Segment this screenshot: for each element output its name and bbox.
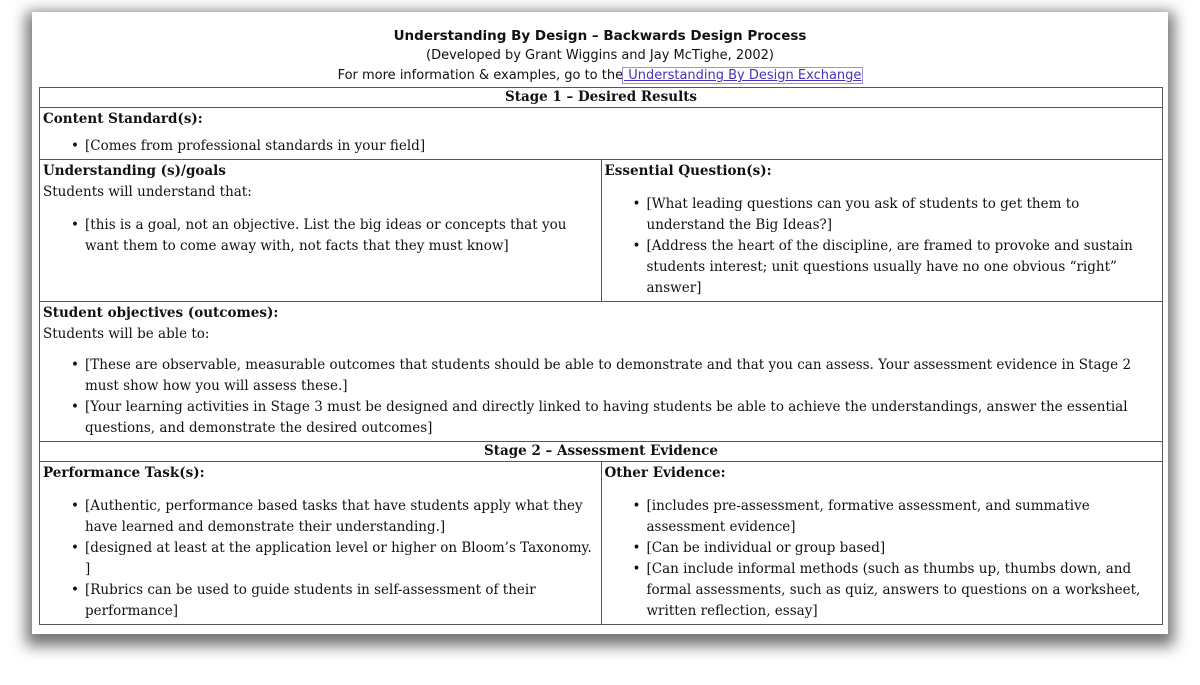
understandings-intro: Students will understand that: [43, 184, 252, 200]
ubd-exchange-link[interactable]: Understanding By Design Exchange [624, 68, 862, 83]
more-info-text: For more information & examples, go to the [337, 68, 624, 83]
list-item: • [designed at least at the application level or higher on Bloom’s Taxonomy. ] [85, 538, 599, 580]
understandings-cell [40, 160, 602, 302]
list-item: • [this is a goal, not an objective. List the big ideas or concepts that you want them to come away with, not facts that they must know] [85, 215, 599, 257]
student-objectives-list [43, 355, 1160, 439]
other-evidence-list [605, 496, 1161, 622]
list-item: • [Rubrics can be used to guide students in self-assessment of their performance] [85, 580, 599, 622]
content-standards-list [43, 136, 1160, 157]
student-objectives-cell [40, 302, 1163, 442]
essential-questions-title: Essential Question(s): [604, 163, 772, 179]
content-standards-cell [40, 108, 1163, 160]
essential-questions-cell [601, 160, 1163, 302]
developed-by-line: (Developed by Grant Wiggins and Jay McTighe, 2002) [426, 48, 774, 63]
list-item: • [Address the heart of the discipline, are framed to provoke and sustain students interest; unit questions usually have no one obvious “right” answer] [647, 236, 1161, 299]
content-standards-title: Content Standard(s): [43, 111, 203, 127]
understandings-list [43, 215, 599, 257]
performance-tasks-list [43, 496, 599, 622]
student-objectives-title: Student objectives (outcomes): [43, 305, 279, 321]
more-info-line [32, 66, 1168, 86]
essential-questions-list [605, 194, 1161, 299]
stage-1-heading: Stage 1 – Desired Results [40, 88, 1163, 108]
list-item: • [Authentic, performance based tasks that have students apply what they have learned and demonstrate their understanding.] [85, 496, 599, 538]
other-evidence-cell [601, 462, 1163, 625]
list-item: • [What leading questions can you ask of students to get them to understand the Big Ideas?] [647, 194, 1161, 236]
performance-tasks-cell [40, 462, 602, 625]
document-header [32, 12, 1168, 86]
list-item: • [Can include informal methods (such as thumbs up, thumbs down, and formal assessments, such as quiz, answers to questions on a worksheet, written reflection, essay] [647, 559, 1161, 622]
performance-tasks-title: Performance Task(s): [43, 465, 205, 481]
document-title: Understanding By Design – Backwards Design Process [393, 28, 807, 44]
list-item: • [Can be individual or group based] [647, 538, 1161, 559]
stage-2-heading: Stage 2 – Assessment Evidence [40, 442, 1163, 462]
document-page [32, 12, 1168, 634]
list-item: • [Your learning activities in Stage 3 must be designed and directly linked to having students be able to achieve the understandings, answer the essential questions, and demonstrate the desired outcomes] [85, 397, 1160, 439]
list-item: • [includes pre-assessment, formative assessment, and summative assessment evidence] [647, 496, 1161, 538]
student-objectives-intro: Students will be able to: [43, 326, 210, 342]
other-evidence-title: Other Evidence: [604, 465, 726, 481]
list-item: • [These are observable, measurable outcomes that students should be able to demonstrate and that you can assess. Your assessment evidence in Stage 2 must show how you will assess these.] [85, 355, 1160, 397]
ubd-template-table [39, 87, 1163, 625]
understandings-title: Understanding (s)/goals [43, 163, 226, 179]
list-item: • [Comes from professional standards in your field] [85, 136, 1160, 157]
